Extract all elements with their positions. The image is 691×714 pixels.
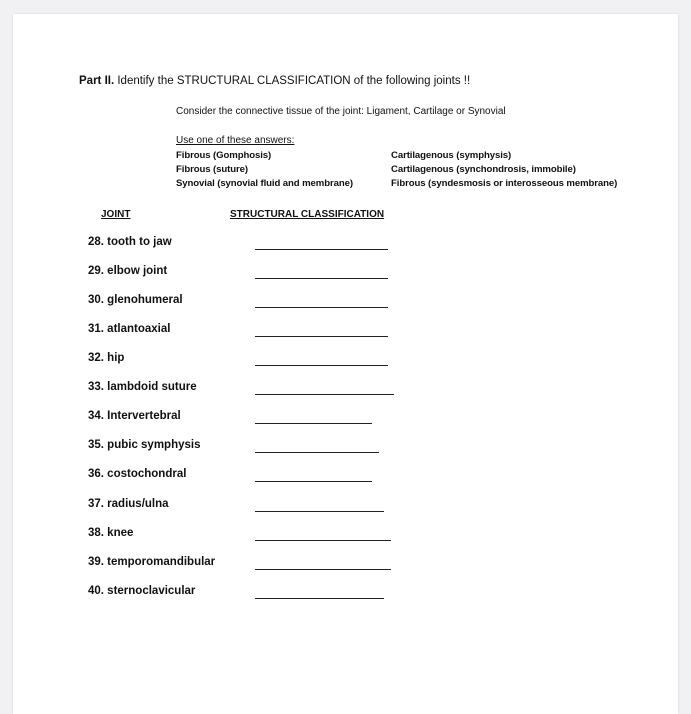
joint-item: 40. sternoclavicular [88, 585, 196, 597]
answer-option: Fibrous (syndesmosis or interosseous membrane) [391, 178, 618, 189]
answer-option: Cartilagenous (symphysis) [391, 150, 512, 161]
answer-blank-line[interactable] [255, 394, 394, 395]
joint-item: 36. costochondral [88, 468, 187, 480]
answer-blank-line[interactable] [255, 569, 391, 570]
consider-text: Consider the connective tissue of the joint: Ligament, Cartilage or Synovial [176, 106, 506, 117]
joint-item: 29. elbow joint [88, 265, 168, 277]
answer-blank-line[interactable] [255, 423, 372, 424]
answer-option: Cartilagenous (synchondrosis, immobile) [391, 164, 576, 175]
answer-option: Fibrous (suture) [176, 164, 248, 175]
classification-column-header: STRUCTURAL CLASSIFICATION [230, 209, 385, 220]
answer-option: Synovial (synovial fluid and membrane) [176, 178, 353, 189]
joint-item: 32. hip [88, 352, 125, 364]
joint-item: 37. radius/ulna [88, 498, 169, 510]
part-label: Part II. [79, 75, 115, 87]
joint-item: 28. tooth to jaw [88, 236, 172, 248]
answer-blank-line[interactable] [255, 511, 384, 512]
answer-blank-line[interactable] [255, 481, 372, 482]
joint-item: 31. atlantoaxial [88, 323, 171, 335]
instruction-text: Identify the STRUCTURAL CLASSIFICATION of the following joints !! [117, 75, 471, 87]
answer-blank-line[interactable] [255, 307, 388, 308]
joint-item: 38. knee [88, 527, 134, 539]
answer-blank-line[interactable] [255, 249, 388, 250]
answer-blank-line[interactable] [255, 452, 379, 453]
answer-blank-line[interactable] [255, 336, 388, 337]
joint-column-header: JOINT [101, 209, 131, 220]
answer-option: Fibrous (Gomphosis) [176, 150, 272, 161]
joint-item: 39. temporomandibular [88, 556, 216, 568]
use-answers-label: Use one of these answers: [176, 135, 295, 146]
answer-blank-line[interactable] [255, 598, 384, 599]
part-title [79, 75, 470, 87]
worksheet-page [13, 14, 678, 714]
answer-blank-line[interactable] [255, 540, 391, 541]
joint-item: 33. lambdoid suture [88, 381, 197, 393]
joint-item: 34. Intervertebral [88, 410, 181, 422]
joint-item: 35. pubic symphysis [88, 439, 201, 451]
answer-blank-line[interactable] [255, 278, 388, 279]
answer-blank-line[interactable] [255, 365, 388, 366]
joint-item: 30. glenohumeral [88, 294, 183, 306]
